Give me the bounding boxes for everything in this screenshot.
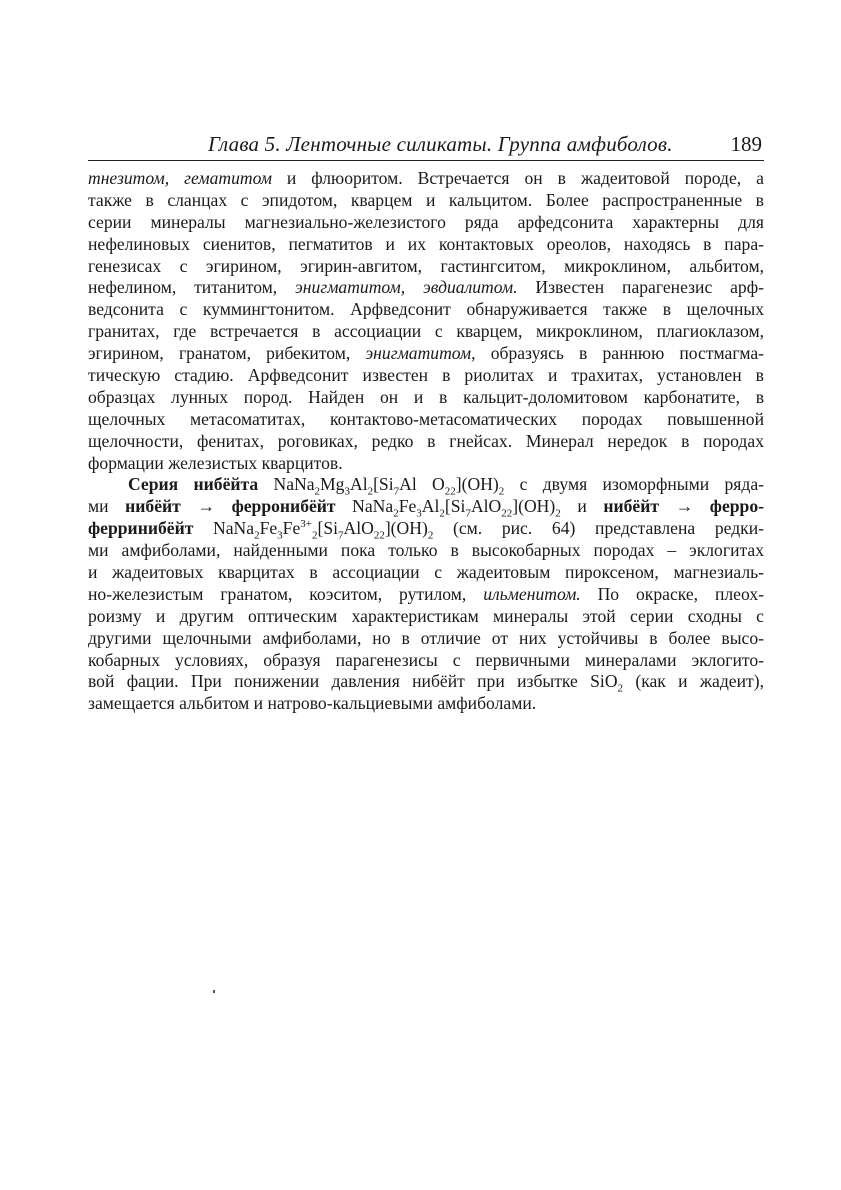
running-header (88, 128, 766, 156)
text-line (88, 256, 764, 278)
text-line (88, 387, 764, 409)
text-run: замещается альбитом и натрово-кальциевыми амфиболами. (88, 693, 537, 714)
subscript: 2 (439, 507, 445, 519)
text-line (88, 212, 764, 234)
text-run: Al (349, 474, 368, 495)
text-run: серии минералы магнезиально-железистого ряда арфедсонита характерны для (88, 211, 764, 232)
text-line (88, 474, 764, 496)
subscript: 3 (344, 485, 350, 497)
text-run: Fe (398, 496, 417, 517)
text-line (88, 540, 764, 562)
subscript: 7 (338, 529, 344, 541)
italic-term: тнезитом, гематитом (88, 168, 272, 188)
text-line (88, 409, 764, 431)
paragraph-arfvedsonite (88, 168, 764, 474)
text-run: щелочных метасоматитах, контактово-метасоматических породах повышенной (88, 408, 764, 429)
text-run: ведсонита с куммингтонитом. Арфведсонит обнаруживается также в щелочных (88, 299, 764, 320)
text-run: гранитах, где встречается в ассоциации с кварцем, микроклином, плагиоклазом, (88, 321, 764, 342)
superscript: 3+ (300, 518, 312, 531)
chapter-title: Глава 5. Ленточные силикаты. Группа амфиболов. (208, 132, 673, 156)
text-line (88, 606, 764, 628)
text-line (88, 496, 764, 518)
text-line (88, 234, 764, 256)
subscript: 3 (277, 529, 283, 541)
text-run: Mg (320, 474, 345, 495)
text-run: и (560, 496, 604, 517)
text-line (88, 650, 764, 672)
text-run: генезисах с эгирином, эгирин-авгитом, гастингситом, микроклином, альбитом, (88, 255, 764, 276)
subscript: 22 (501, 507, 513, 519)
text-run: [Si (317, 518, 339, 539)
text-line (88, 168, 764, 190)
subscript: 2 (427, 529, 434, 541)
subscript: 2 (314, 485, 321, 497)
paragraph-nyboite-series (88, 474, 764, 715)
text-run: Al (421, 496, 440, 517)
text-line (88, 671, 764, 693)
subscript: 22 (373, 529, 385, 541)
text-run: По окраске, плеох- (580, 583, 764, 604)
text-line (88, 453, 764, 475)
text-run: формации железистых кварцитов. (88, 452, 343, 473)
text-run: образуясь в раннюю постмагма- (475, 343, 764, 364)
body-text (88, 168, 764, 715)
text-line (88, 277, 764, 299)
text-run: тическую стадию. Арфведсонит известен в риолитах и трахитах, установлен в (88, 365, 764, 386)
text-run: кобарных условиях, образуя парагенезисы с первичными минералами эклогито- (88, 649, 764, 670)
text-run: щелочности, фенитах, роговиках, редко в гнейсах. Минерал нередок в породах (88, 430, 764, 451)
italic-term: ильменитом. (483, 583, 581, 604)
text-run: NaNa (335, 496, 394, 517)
text-line (88, 190, 764, 212)
text-run: с двумя изоморфными ряда- (504, 474, 764, 495)
text-run: ](OH) (512, 496, 556, 517)
text-run: и жадеитовых кварцитах в ассоциации с жадеитовым пироксеном, магнезиаль- (88, 562, 764, 583)
subscript: 2 (555, 507, 561, 519)
text-run: ми (88, 496, 126, 517)
text-line (88, 321, 764, 343)
page-number: 189 (730, 132, 762, 156)
bold-term: ферринибёйт (88, 518, 194, 539)
text-run: ](OH) (455, 474, 499, 495)
text-run: роизму и другим оптическим характеристикам минералы этой серии сходны с (88, 605, 764, 626)
text-run: (как и жадеит), (623, 671, 764, 692)
text-run: но-железистым гранатом, коэситом, рутилом, (88, 583, 484, 604)
text-line (88, 628, 764, 650)
text-run: Al O (399, 474, 445, 495)
text-line (88, 518, 764, 540)
text-line (88, 365, 764, 387)
italic-term: энигматитом, (365, 343, 476, 364)
text-line (88, 299, 764, 321)
scan-speck (213, 990, 215, 993)
subscript: 2 (311, 529, 318, 541)
text-run: Fe (282, 518, 301, 539)
bold-term: нибёйт → ферро- (603, 496, 764, 517)
text-run: ](OH) (384, 518, 428, 539)
text-run: NaNa (193, 518, 255, 539)
text-run: AlO (470, 496, 502, 517)
text-run: [Si (373, 474, 394, 495)
bold-term: Серия нибёйта (128, 474, 259, 495)
header-divider (88, 160, 764, 161)
text-run: также в сланцах с эпидотом, кварцем и кальцитом. Более распространенные в (88, 189, 764, 210)
subscript: 3 (416, 507, 422, 519)
subscript: 22 (444, 485, 456, 497)
text-run: AlO (343, 518, 374, 539)
text-run: образцах лунных пород. Найден он и в кальцит-доломитовом карбонатите, в (88, 386, 764, 407)
text-run: и флюоритом. Встречается он в жадеитовой породе, а (271, 168, 764, 188)
text-run: другими щелочными амфиболами, но в отличие от них устойчивы в более высо- (88, 627, 764, 648)
text-line (88, 343, 764, 365)
text-run: эгирином, гранатом, рибекитом, (88, 343, 366, 364)
text-line (88, 693, 764, 715)
text-line (88, 431, 764, 453)
text-run: ми амфиболами, найденными пока только в высокобарных породах – эклогитах (88, 540, 764, 561)
subscript: 2 (498, 485, 505, 497)
italic-term: энигматитом, эвдиалитом. (295, 277, 518, 298)
text-run: [Si (444, 496, 466, 517)
bold-term: нибёйт → ферронибёйт (125, 496, 336, 517)
text-run: Fe (259, 518, 278, 539)
text-run: вой фации. При понижении давления нибёйт при избытке SiO (88, 671, 618, 692)
subscript: 2 (254, 529, 260, 541)
subscript: 2 (617, 683, 624, 694)
text-run: (см. рис. 64) представлена редки- (433, 518, 764, 539)
text-run: NaNa (258, 474, 315, 495)
text-run: Известен парагенезис арф- (517, 277, 764, 298)
text-run: нефелиновых сиенитов, пегматитов и их контактовых ореолов, находясь в пара- (88, 233, 764, 254)
subscript: 7 (465, 507, 471, 519)
text-line (88, 562, 764, 584)
subscript: 7 (393, 485, 400, 497)
subscript: 2 (393, 507, 399, 519)
text-line (88, 584, 764, 606)
text-run: нефелином, титанитом, (88, 277, 296, 298)
subscript: 2 (367, 485, 374, 497)
